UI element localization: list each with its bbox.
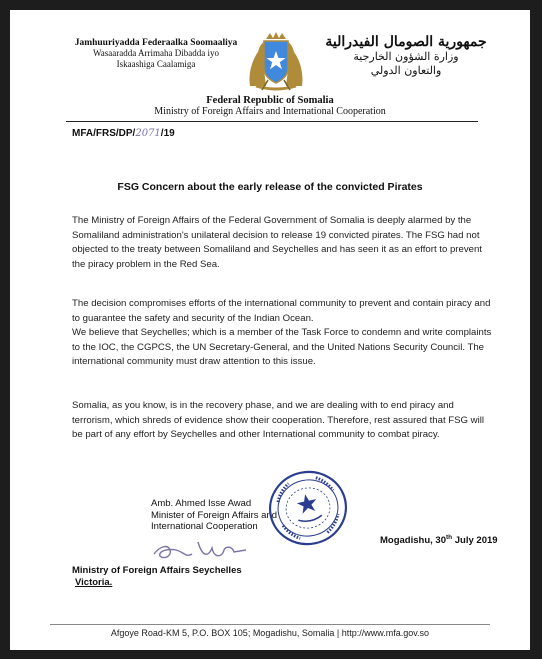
footer-address: Afgoye Road-KM 5, P.O. BOX 105; Mogadishu, Somalia | http://www.mfa.gov.so bbox=[110, 628, 430, 638]
place-and-date bbox=[380, 534, 498, 546]
reference-suffix: /19 bbox=[160, 128, 175, 139]
somalia-coat-of-arms-icon bbox=[244, 30, 308, 92]
letter-title: FSG Concern about the early release of the convicted Pirates bbox=[117, 181, 423, 193]
date-place: Mogadishu, 30 bbox=[380, 535, 446, 547]
reference-prefix: MFA/FRS/DP/ bbox=[72, 128, 136, 139]
footer-divider bbox=[50, 624, 490, 625]
recipient-block bbox=[72, 565, 242, 588]
body-paragraph: Somalia, as you know, is in the recovery phase, and we are dealing with to end piracy and terrorism, which shreds of evidence show their cooperation. Therefore, rest assured that FSG will be part of any effort by Seychelles and other International community to combat piracy. bbox=[72, 400, 485, 441]
letterhead-somali-line-1: Jamhuuriyadda Federaalka Soomaaliya bbox=[74, 38, 238, 48]
signatory-role-2: International Cooperation bbox=[151, 521, 258, 532]
date-day-suffix: th bbox=[445, 534, 453, 541]
recipient-line-1: Ministry of Foreign Affairs Seychelles bbox=[72, 565, 242, 576]
letterhead-somali-line-3: Iskaashiga Caalamiga bbox=[116, 59, 196, 69]
signatory-role: Minister of Foreign Affairs and bbox=[151, 509, 278, 521]
letterhead-centre bbox=[120, 95, 420, 117]
official-seal-stamp bbox=[266, 466, 350, 550]
reference-number bbox=[72, 128, 175, 139]
signatory-name: Amb. Ahmed Isse Awad bbox=[151, 498, 252, 509]
letterhead-somali-line-2: Wasaaradda Arrimaha Dibadda iyo bbox=[93, 48, 219, 58]
letterhead-arabic bbox=[306, 34, 506, 78]
recipient-line-2: Victoria. bbox=[75, 576, 113, 588]
letterhead-somali bbox=[66, 38, 246, 70]
letterhead-title: Federal Republic of Somalia bbox=[206, 95, 334, 106]
body-paragraph: The Ministry of Foreign Affairs of the Federal Government of Somalia is deeply alarmed by the Somaliland administration's unilateral decision to release 19 convicted pirates. The FSG had not objected to the treaty between Somaliland and Seychelles and has seen it as an effort to prevent the piracy problem in the Red Sea. bbox=[72, 215, 482, 270]
reference-handwritten: 2071 bbox=[135, 128, 161, 139]
letterhead-subtitle: Ministry of Foreign Affairs and International Cooperation bbox=[154, 106, 386, 117]
body-paragraph: We believe that Seychelles; which is a member of the Task Force to condemn and write complaints to the IOC, the CGPCS, the UN Secretary-General, and the United Nations Security Council. The international community must draw attention to this issue. bbox=[72, 327, 492, 368]
handwritten-signature bbox=[150, 528, 260, 564]
letterhead-divider bbox=[66, 121, 478, 122]
letterhead-arabic-line-3: والتعاون الدولي bbox=[370, 64, 442, 77]
date-rest: July 2019 bbox=[452, 535, 498, 547]
letterhead-arabic-line-1: جمهورية الصومال الفيدرالية bbox=[325, 34, 487, 50]
body-paragraph: The decision compromises efforts of the international community to prevent and contain piracy and to guarantee the safety and security of the Indian Ocean. bbox=[72, 298, 491, 324]
letter-page bbox=[10, 10, 530, 650]
letterhead-arabic-line-2: وزارة الشؤون الخارجية bbox=[353, 50, 459, 63]
